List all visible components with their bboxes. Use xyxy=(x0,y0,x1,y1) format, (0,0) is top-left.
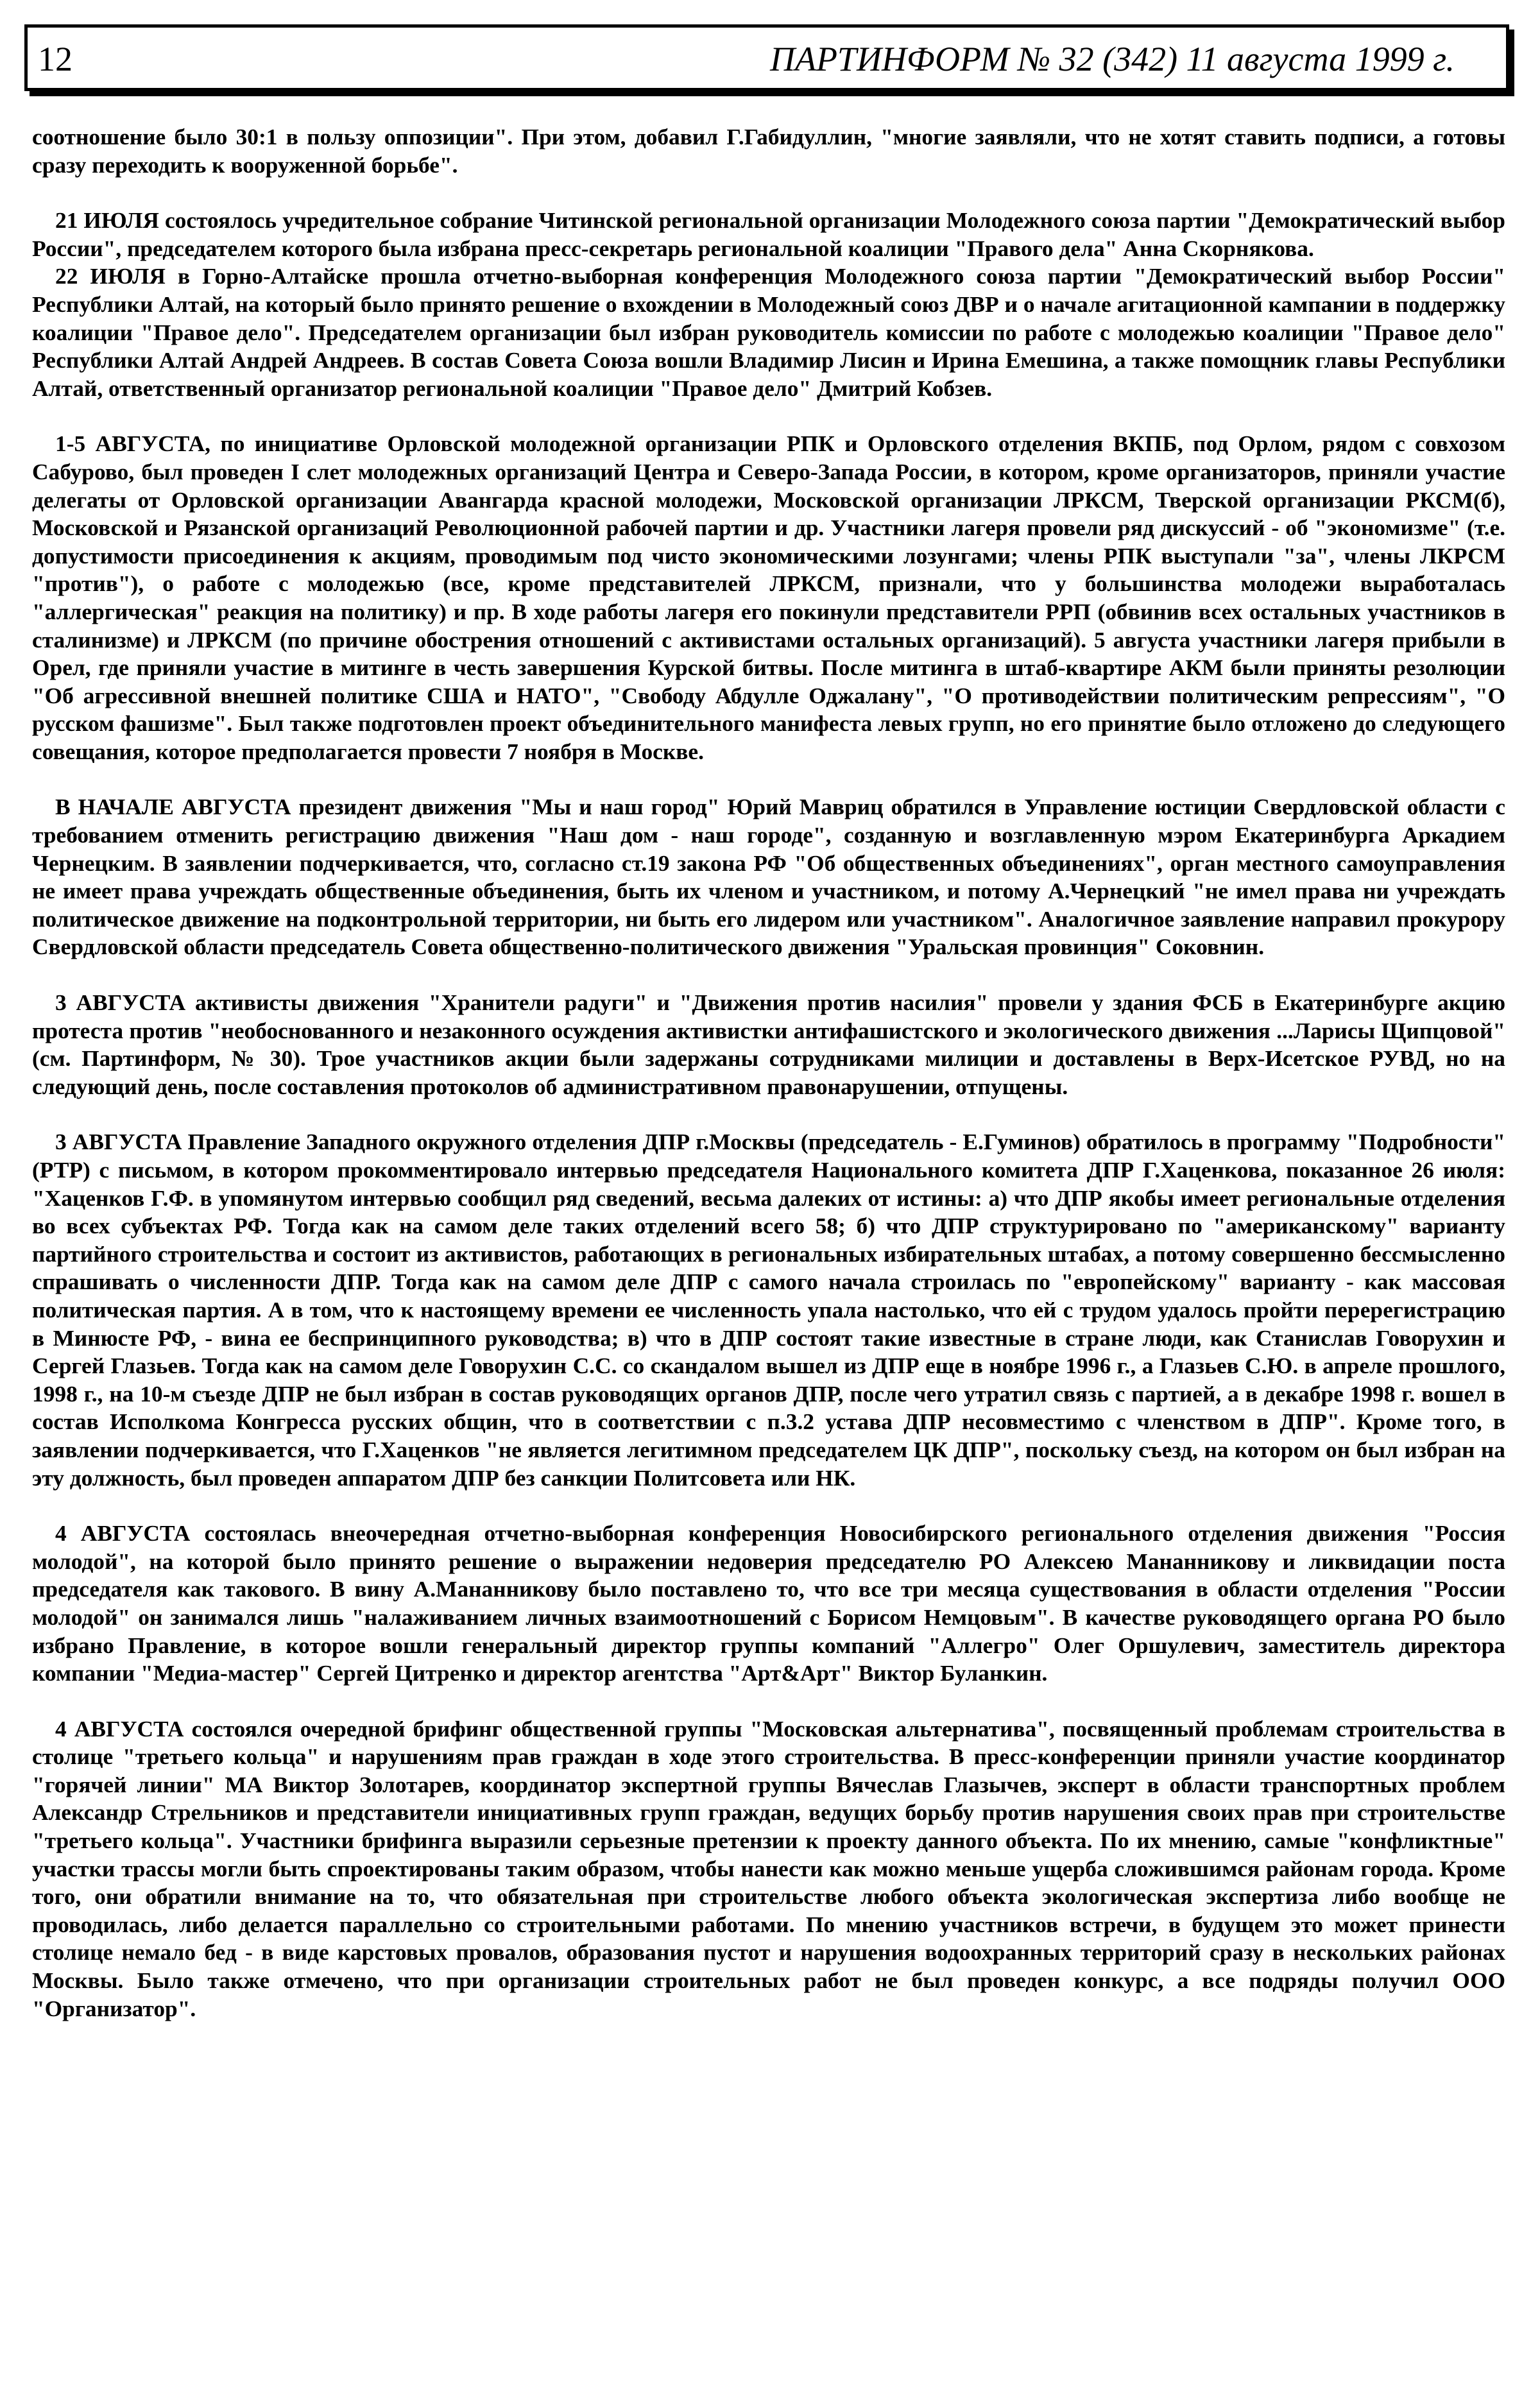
paragraph-early-august: В НАЧАЛЕ АВГУСТА президент движения "Мы и наш город" Юрий Мавриц обратился в Управление юстиции Свердловской области с требованием отменить регистрацию движения "Наш дом - наш городе", созданную и возглавленную мэром Екатеринбурга Аркадием Чернецким. В заявлении подчеркивается, что, согласно ст.19 закона РФ "Об общественных объединениях", орган местного самоуправления не имеет права учреждать общественные объединения, быть их членом и участником, и потому А.Чернецкий "не имел права ни учреждать политическое движение на подконтрольной территории, ни быть его лидером или участником". Аналогичное заявление направил прокурору Свердловской области председатель Совета общественно-политического движения "Уральская провинция" Соковнин. xyxy=(32,794,1505,960)
article-body xyxy=(24,123,1514,2023)
paragraph-july-22: 22 ИЮЛЯ в Горно-Алтайске прошла отчетно-выборная конференция Молодежного союза партии "Демократический выбор России" Республики Алтай, на который было принято решение о вхождении в Молодежный союз ДВР и о начале агитационной кампании в поддержку коалиции "Правое дело". Председателем организации был избран руководитель комиссии по работе с молодежью коалиции "Правое дело" Республики Алтай Андрей Андреев. В состав Совета Союза вошли Владимир Лисин и Ирина Емешина, а также помощник главы Республики Алтай, ответственный организатор региональной коалиции "Правое дело" Дмитрий Кобзев. xyxy=(32,263,1505,401)
paragraph-august-3-protest: 3 АВГУСТА активисты движения "Хранители радуги" и "Движения против насилия" провели у здания ФСБ в Екатеринбурге акцию протеста против "необоснованного и незаконного осуждения активистки антифашистского и экологического движения ...Ларисы Щипцовой" (см. Партинформ, № 30). Трое участников акции были задержаны сотрудниками милиции и доставлены в Верх-Исетское РУВД, но на следующий день, после составления протоколов об административном правонарушении, отпущены. xyxy=(32,990,1505,1099)
paragraph-july-21: 21 ИЮЛЯ состоялось учредительное собрание Читинской региональной организации Молодежного союза партии "Демократический выбор России", председателем которого была избрана пресс-секретарь региональной коалиции "Правого дела" Анна Скорнякова. xyxy=(32,207,1505,261)
paragraph-august-4-briefing: 4 АВГУСТА состоялся очередной брифинг общественной группы "Московская альтернатива", посвященный проблемам строительства в столице "третьего кольца" и нарушениям прав граждан в ходе этого строительства. В пресс-конференции приняли участие координатор "горячей линии" МА Виктор Золотарев, координатор экспертной группы Вячеслав Глазычев, эксперт в области транспортных проблем Александр Стрельников и представители инициативных групп граждан, ведущих борьбу против нарушения своих прав при строительстве "третьего кольца". Участники брифинга выразили серьезные претензии к проекту данного объекта. По их мнению, самые "конфликтные" участки трассы могли быть спроектированы таким образом, чтобы нанести как можно меньше ущерба сложившимся районам города. Кроме того, они обратили внимание на то, что обязательная при строительстве любого объекта экологическая экспертиза либо вообще не проводилась, либо делается параллельно со строительными работами. По мнению участников встречи, в будущем это может принести столице немало бед - в виде карстовых провалов, образования пустот и нарушения водоохранных территорий сразу в нескольких районах Москвы. Было также отмечено, что при организации строительных работ не был проведен конкурс, а все подряды получил ООО "Организатор". xyxy=(32,1715,1505,2021)
paragraph-august-3-dpr: 3 АВГУСТА Правление Западного окружного отделения ДПР г.Москвы (председатель - Е.Гуминов) обратилось в программу "Подробности" (РТР) с письмом, в котором прокомментировало интервью председателя Национального комитета ДПР Г.Хаценкова, показанное 26 июля: "Хаценков Г.Ф. в упомянутом интервью сообщил ряд сведений, весьма далеких от истины: а) что ДПР якобы имеет региональные отделения во всех субъектах РФ. Тогда как на самом деле таких отделений всего 58; б) что ДПР структурировано по "американскому" варианту партийного строительства и состоит из активистов, работающих в региональных избирательных штабах, а потому совершенно бессмысленно спрашивать о численности ДПР. Тогда как на самом деле ДПР с самого начала строилась по "европейскому" варианту - как массовая политическая партия. А в том, что к настоящему времени ее численность упала настолько, что ей с трудом удалось пройти перерегистрацию в Минюсте РФ, - вина ее беспринципного руководства; в) что в ДПР состоят такие известные в стране люди, как Станислав Говорухин и Сергей Глазьев. Тогда как на самом деле Говорухин С.С. со скандалом вышел из ДПР еще в ноябре 1996 г., а Глазьев С.Ю. в апреле прошлого, 1998 г., на 10-м съезде ДПР не был избран в состав руководящих органов ДПР, после чего утратил связь с партией, а в декабре 1998 г. вошел в состав Исполкома Конгресса русских общин, что в соответствии с п.3.2 устава ДПР несовместимо с членством в ДПР". Кроме того, в заявлении подчеркивается, что Г.Хаценков "не является легитимном председателем ЦК ДПР", поскольку съезд, на котором он был избран на эту должность, был проведен аппаратом ДПР без санкции Политсовета или НК. xyxy=(32,1129,1505,1491)
newspaper-page xyxy=(24,24,1514,2023)
page-header xyxy=(24,24,1509,91)
paragraph-continuation: соотношение было 30:1 в пользу оппозиции". При этом, добавил Г.Габидуллин, "многие заявляли, что не хотят ставить подписи, а готовы сразу переходить к вооруженной борьбе". xyxy=(32,124,1505,178)
paragraph-august-4-conference: 4 АВГУСТА состоялась внеочередная отчетно-выборная конференция Новосибирского регионального отделения движения "Россия молодой", на которой было принято решение о выражении недоверия председателю РО Алексею Мананникову и ликвидации поста председателя как такового. В вину А.Мананникову было поставлено то, что все три месяца существования в области отделения "России молодой" он занимался лишь "налаживанием личных взаимоотношений с Борисом Немцовым". В качестве руководящего органа РО было избрано Правление, в которое вошли генеральный директор группы компаний "Аллегро" Олег Оршулевич, заместитель директора компании "Медиа-мастер" Сергей Цитренко и директор агентства "Арт&Арт" Виктор Буланкин. xyxy=(32,1520,1505,1686)
page-number: 12 xyxy=(38,40,73,78)
paragraph-august-1-5: 1-5 АВГУСТА, по инициативе Орловской молодежной организации РПК и Орловского отделения ВКПБ, под Орлом, рядом с совхозом Сабурово, был проведен I слет молодежных организаций Центра и Северо-Запада России, в котором, кроме организаторов, приняли участие делегаты от Орловской организации Авангарда красной молодежи, Московской организации ЛРКСМ, Тверской организации РКСМ(б), Московской и Рязанской организаций Революционной рабочей партии и др. Участники лагеря провели ряд дискуссий - об "экономизме" (т.е. допустимости присоединения к акциям, проводимым под чисто экономическими лозунгами; члены РПК выступали "за", члены ЛКРСМ "против"), о работе с молодежью (все, кроме представителей ЛРКСМ, признали, что у большинства молодежи выработалась "аллергическая" реакция на политику) и пр. В ходе работы лагеря его покинули представители РРП (обвинив всех остальных участников в сталинизме) и ЛРКСМ (по причине обострения отношений с активистами остальных организаций). 5 августа участники лагеря прибыли в Орел, где приняли участие в митинге в честь завершения Курской битвы. После митинга в штаб-квартире АКМ были приняты резолюции "Об агрессивной внешней политике США и НАТО", "Свободу Абдулле Оджалану", "О противодействии политическим репрессиям", "О русском фашизме". Был также подготовлен проект объединительного манифеста левых групп, но его принятие было отложено до следующего совещания, которое предполагается провести 7 ноября в Москве. xyxy=(32,431,1505,764)
publication-title: ПАРТИНФОРМ № 32 (342) 11 августа 1999 г. xyxy=(769,40,1455,78)
